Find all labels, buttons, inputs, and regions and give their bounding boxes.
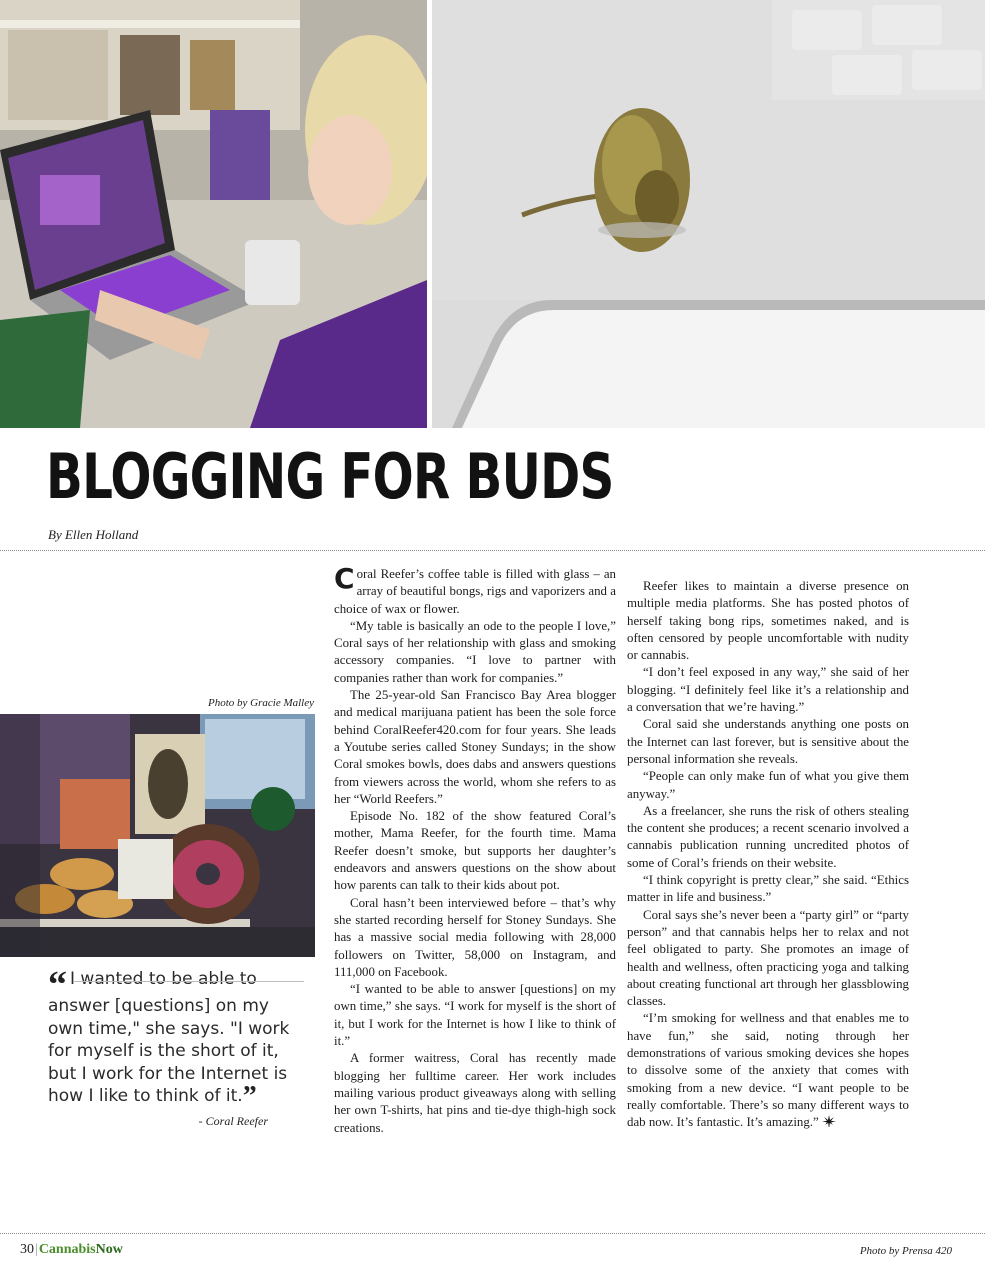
paragraph: “People can only make fun of what you give them anyway.” (627, 769, 909, 801)
paragraph-final (627, 1010, 909, 1131)
article-column-2 (627, 578, 909, 1132)
photo-desk-with-donuts (0, 714, 315, 957)
photo-desk-illustration (0, 714, 315, 957)
close-quote-mark: ” (242, 1081, 257, 1112)
open-quote-mark: “ (48, 964, 67, 1006)
bottom-dotted-divider (0, 1233, 985, 1234)
pull-quote-rule (74, 981, 304, 982)
paragraph: Coral said she understands anything one posts on the Internet can last forever, but is sensitive about the personal information she reveals. (627, 717, 909, 766)
page-number: 30 (20, 1242, 34, 1257)
paragraph: Coral hasn’t been interviewed before – that’s why she started recording herself for Stoney Sundays. She has a massive social media following with 28,000 followers on Twitter, 58,000 on Instagram, and 111,000 on Facebook. (334, 895, 616, 979)
photo-blogger-at-laptop (0, 0, 427, 428)
paragraph: Reefer likes to maintain a diverse presence on multiple media platforms. She has posted photos of herself taking bong rips, sometimes naked, and is often censored by people uncomfortable with nudity or cannabis. (627, 579, 909, 663)
photo-blogger-illustration (0, 0, 427, 428)
brand-part-2: Now (95, 1242, 123, 1257)
top-dotted-divider (0, 550, 985, 551)
pull-quote-attribution: - Coral Reefer (198, 1113, 268, 1128)
pull-quote-body (18, 964, 300, 1112)
page-folio (20, 1242, 123, 1258)
paragraph: “My table is basically an ode to the people I love,” Coral says of her relationship with glass and smoking accessory companies. “I love to partner with companies rather than work for companies.” (334, 618, 616, 685)
paragraph: A former waitress, Coral has recently made blogging her fulltime career. Her work includes mailing various product giveaways along with selling her own T-shirts, hat pins and tie-dye thigh-high sock creations. (334, 1051, 616, 1135)
paragraph-final-text: “I’m smoking for wellness and that enables me to have fun,” she said, noting through her demonstrations of various smoking devices she hopes to dissolve some of the anxiety that comes with smoking from a new device. “I want people to be really comfortable. There’s so many different ways to dab now. It’s fantastic. It’s amazing.” (627, 1011, 909, 1130)
paragraph: “I don’t feel exposed in any way,” she said of her blogging. “I definitely feel like it’s a relationship and a conversation that we’re having.” (627, 665, 909, 715)
article-byline: By Ellen Holland (48, 527, 139, 542)
paragraph: The 25-year-old San Francisco Bay Area blogger and medical marijuana patient has been the sole force behind CoralReefer420.com for four years. She leads a Youtube series called Stoney Sundays; in the show Coral smokes bowls, does dabs and answers questions from viewers across the world, whom she refers to as her “World Reefers.” (334, 688, 616, 806)
photo-credit-gracie: Photo by Gracie Malley (208, 697, 314, 709)
paragraph: Episode No. 182 of the show featured Coral’s mother, Mama Reefer, for the fourth time. Mama Reefer doesn’t smoke, but supports her daughter’s endeavors and answers questions on the show about how parents can talk to their kids about pot. (334, 809, 616, 893)
paragraph: Coral Reefer’s coffee table is filled with glass – an array of beautiful bongs, rigs and vaporizers and a choice of wax or flower. (334, 562, 616, 616)
paragraph: “I think copyright is pretty clear,” she said. “Ethics matter in life and business.” (627, 873, 909, 905)
paragraph: As a freelancer, she runs the risk of others stealing the content she produces; a recent scenario involved a cannabis publication running uncredited photos of some of Coral’s friends on their website. (627, 803, 909, 870)
photo-credit-prensa: Photo by Prensa 420 (859, 1245, 952, 1257)
cannabis-leaf-end-icon (822, 1115, 836, 1129)
article-headline: BLOGGING FOR BUDS (46, 440, 614, 513)
pull-quote-text: I wanted to be able to answer [questions] on my own time," she says. "I work for myself is the short of it, but I work for the Internet is how I like to think of it. (48, 969, 290, 1106)
photo-bud-on-laptop (432, 0, 985, 428)
article-column-1 (334, 562, 616, 1137)
pull-quote (18, 964, 300, 1132)
brand-part-1: Cannabis (38, 1242, 96, 1257)
folio-separator: | (35, 1242, 38, 1257)
paragraph: “I wanted to be able to answer [questions] on my own time,” she says. “I work for myself is the short of it, but I work for the Internet is how I like to think of it.” (334, 982, 616, 1049)
magazine-brand (39, 1242, 123, 1257)
paragraph: Coral says she’s never been a “party girl” or “party person” and that cannabis helps her to relax and not feel obligated to party. She promotes an image of health and wellness, often practicing yoga and talking about creating functional art through her glassblowing classes. (627, 907, 909, 1009)
photo-bud-illustration (432, 0, 985, 428)
